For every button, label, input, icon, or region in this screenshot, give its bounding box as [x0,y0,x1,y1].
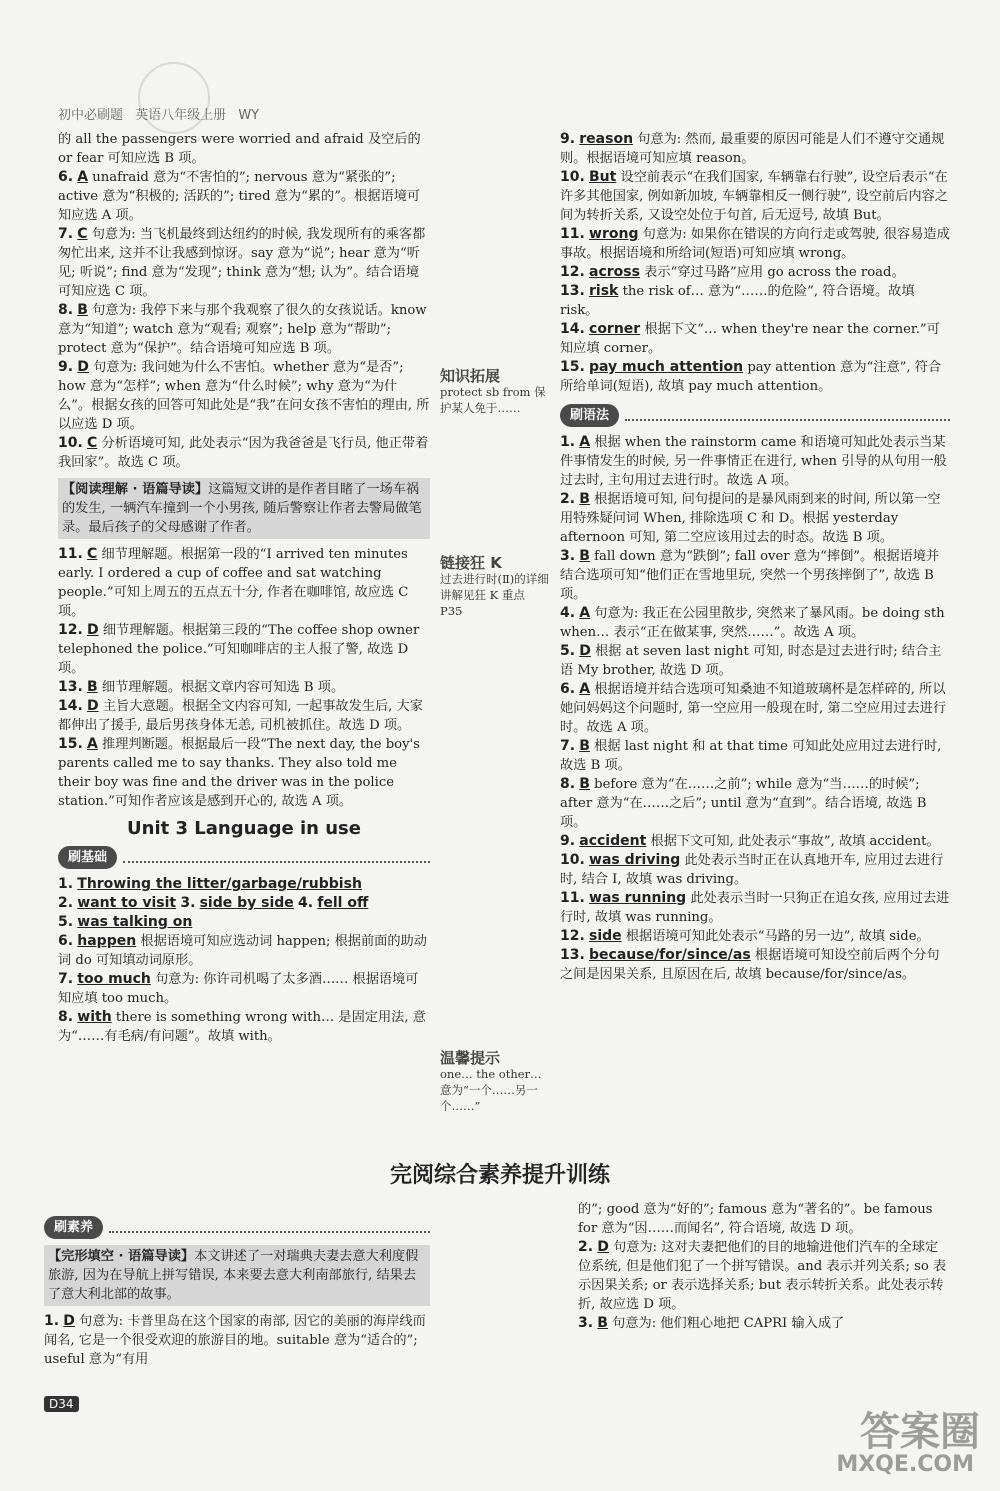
item-explanation: 根据语境并结合选项可知桑迪不知道玻璃杯是怎样碎的, 所以她问妈妈这个问题时, 第一空应用一般现在时, 第二空应用过去进行时。故选 A 项。 [560,682,947,735]
answer-item [58,875,430,894]
item-explanation: 根据语境可知, 问句提问的是暴风雨到来的时间, 所以第一空用特殊疑问词 When, 排除选项 C 和 D。根据 yesterday afternoon 可知, 第二空应该用过去的时态。故选 B 项。 [560,492,941,545]
answer-item [58,735,430,811]
item-answer: D [77,359,89,375]
answer-item [560,225,950,263]
quality-label: 刷素养 [44,1216,103,1239]
item-number: 11. [58,546,83,562]
answer-item [58,621,430,678]
item-answer: want to visit [77,895,177,911]
answer-item [560,832,950,851]
item-number: 15. [58,736,83,752]
quality-section-bar [44,1216,430,1239]
answer-item [560,263,950,282]
answer-item [560,946,950,984]
item-answer: across [589,264,640,280]
item-explanation: 主旨大意题。根据全文内容可知, 一起事故发生后, 大家都伸出了援手, 最后男孩身体无恙, 司机被抓住。故选 D 项。 [58,699,423,733]
page-header [58,104,267,123]
item-answer: C [87,546,98,562]
item-answer: with [77,1009,112,1025]
item-number: 12. [58,622,83,638]
item-answer: B [579,548,590,564]
item-answer: B [579,738,590,754]
answer-item [58,894,430,913]
item-number: 9. [560,131,576,147]
header-edition: WY [238,108,260,123]
left-lower-column [44,1208,430,1369]
item-answer: A [579,434,591,450]
item-explanation: 根据 last night 和 at that time 可知此处应用过去进行时, 故选 B 项。 [560,739,942,773]
item-number: 10. [58,435,83,451]
item-explanation: 根据下文可知, 此处表示“事故”, 故填 accident。 [646,834,940,849]
item-number: 2. [58,895,74,911]
side-note-tip [440,1050,550,1114]
item-explanation: there is something wrong with… 是固定用法, 意为“……有毛病/有问题”。故填 with。 [58,1010,426,1044]
reading-guide-text: 这篇短文讲的是作者目睹了一场车祸的发生, 一辆汽车撞到一个小男孩, 随后警察让作者去警局做笔录。最后孩子的父母感谢了作者。 [62,482,422,535]
answer-item [58,301,430,358]
answer-item [58,1008,430,1046]
item-number: 2. [578,1239,594,1255]
item-explanation: 根据 when the rainstorm came 和语境可知此处表示当某件事情发生的时候, 另一件事情正在进行, when 引导的从句用一般过去时, 主句用过去进行时。故选 A 项。 [560,435,947,488]
item-number: 8. [58,302,74,318]
item-answer: D [87,622,99,638]
item-number: 6. [58,933,74,949]
answer-item [58,225,430,301]
item-number: 5. [58,914,74,930]
answer-item [58,678,430,697]
item-explanation: 根据下文“… when they're near the corner.”可知应填 corner。 [560,322,940,356]
item-answer: wrong [589,226,639,242]
item-number: 7. [560,738,576,754]
item-answer: D [63,1313,75,1329]
right-lower-column [578,1200,950,1333]
item-answer: D [579,643,591,659]
item-answer: C [87,435,98,451]
basic-section-bar [58,846,430,869]
item-answer: side [589,928,622,944]
answer-item [58,168,430,225]
header-subject: 英语八年级上册 [135,108,227,123]
item-answer: corner [589,321,641,337]
side-note-text: protect sb from 保护某人免于…… [440,385,546,415]
item-number: 4. [560,605,576,621]
item-number: 1. [58,876,74,892]
item-explanation: 细节理解题。根据第三段的“The coffee shop owner telephoned the police.”可知咖啡店的主人报了警, 故选 D 项。 [58,623,420,676]
side-note-title: 知识拓展 [440,367,501,385]
item-answer: accident [579,833,647,849]
item-explanation: 表示“穿过马路”应用 go across the road。 [639,265,905,280]
item-answer: B [597,1315,608,1331]
answer-item [58,358,430,434]
answer-item [560,320,950,358]
item-answer: C [77,226,88,242]
item-number: 13. [58,679,83,695]
item-number: 14. [58,698,83,714]
answer-item [560,547,950,604]
answer-item [560,680,950,737]
answer-item [560,851,950,889]
item-explanation: 句意为: 你许司机喝了太多酒…… 根据语境可知应填 too much。 [58,972,419,1006]
watermark-site: MXQE.COM [836,1452,974,1477]
item-answer: B [579,491,590,507]
item-explanation: 句意为: 当飞机最终到达纽约的时候, 我发现所有的乘客都匆忙出来, 这并不让我感到惊讶。say 意为“说”; hear 意为“听见; 听说”; find 意为“发现”; think 意为“想; 认为”。结合语境可知应选 C 项。 [58,227,426,299]
answer-item [58,697,430,735]
item-answer: B [77,302,88,318]
answer-item [560,358,950,396]
item-explanation: before 意为“在……之前”; while 意为“当……的时候”; after 意为“在……之后”; until 意为“直到”。结合语境, 故选 B 项。 [560,777,927,830]
item-explanation: the risk of… 意为“……的危险”, 符合语境。故填 risk。 [560,284,915,318]
item-number: 3. [560,548,576,564]
item-answer: D [597,1239,609,1255]
item-answer: B [87,679,98,695]
answer-item [560,775,950,832]
item-number: 5. [560,643,576,659]
answer-item [58,545,430,621]
item-explanation: 句意为: 我正在公园里散步, 突然来了暴风雨。be doing sth when… 表示“正在做某事, 突然……”。故选 A 项。 [560,606,945,640]
answer-item [560,168,950,225]
item-answer: A [579,605,591,621]
item-explanation: 根据语境可知设空前后两个分句之间是因果关系, 且原因在后, 故填 because/for/since/as。 [560,948,940,982]
item-explanation: 根据 at seven last night 可知, 时态是过去进行时; 结合主语 My brother, 故选 D 项。 [560,644,942,678]
item-number: 1. [44,1313,60,1329]
unit-title: Unit 3 Language in use [127,818,361,839]
cloze-guide-text: 本文讲述了一对瑞典夫妻去意大利度假旅游, 因为在导航上拼写错误, 本来要去意大利南部旅行, 结果去了意大利北部的故事。 [48,1249,419,1302]
answer-item [560,927,950,946]
item-explanation: 推理判断题。根据最后一段“The next day, the boy's parents called me to say thanks. They also told me their boy was fine and the driver was in the police station.”可知作者应该是感到开心的, 故选 A 项。 [58,737,420,809]
right-column [560,130,950,984]
item-number: 6. [560,681,576,697]
item-number: 8. [58,1009,74,1025]
side-note-link [440,555,550,619]
answer-item [58,434,430,472]
item-explanation: 设空前表示“在我们国家, 车辆靠右行驶”, 设空后表示“在许多其他国家, 例如新加坡, 车辆靠相反一侧行驶”, 设空前后内容之间为转折关系, 又设空处位于句首, 后无逗号, 故填 But。 [560,170,948,223]
item-answer: was running [589,890,687,906]
answer-item [578,1238,950,1314]
section-title: 完阅综合素养提升训练 [389,1163,610,1188]
item-number: 9. [560,833,576,849]
grammar-section-bar [560,404,950,427]
item-number: 10. [560,852,585,868]
side-note-text: one… the other… 意为“一个……另一个……” [440,1067,542,1113]
item-number: 7. [58,226,74,242]
cloze-guide-box [44,1245,430,1306]
item-explanation: 根据语境可知此处表示“马路的另一边”, 故填 side。 [621,929,930,944]
answer-item [560,282,950,320]
item-answer: B [579,776,590,792]
item-answer: D [87,698,99,714]
basic-label: 刷基础 [58,846,117,869]
item-explanation: 分析语境可知, 此处表示“因为我爸爸是飞行员, 他正带着我回家”。故选 C 项。 [58,436,429,470]
item-answer: side by side [199,895,294,911]
side-note-title: 温馨提示 [440,1049,501,1067]
answer-item [560,433,950,490]
item-explanation: 句意为: 如果你在错误的方向行走或驾驶, 很容易造成事故。根据语境和所给词(短语)可知应填 wrong。 [560,227,950,261]
item-explanation: 此处表示当时正在认真地开车, 应用过去进行时, 结合 I, 故填 was driving。 [560,853,944,887]
item-explanation: 细节理解题。根据文章内容可知选 B 项。 [97,680,345,695]
item-number: 3. [578,1315,594,1331]
item-number: 14. [560,321,585,337]
item-number: 7. [58,971,74,987]
header-brand: 初中必刷题 [58,108,124,123]
side-note-title: 链接狂 K [440,554,502,572]
watermark-stamp: 答案圈 [860,1409,980,1455]
item-explanation: 句意为: 我停下来与那个我观察了很久的女孩说话。know 意为“知道”; watch 意为“观看; 观察”; help 意为“帮助”; protect 意为“保护”。结合语境可知应选 B 项。 [58,303,427,356]
item-number: 11. [560,226,585,242]
grammar-label: 刷语法 [560,404,619,427]
item-number: 4. [298,895,314,911]
item-explanation: 根据语境可知应选动词 happen; 根据前面的助动词 do 可知填动词原形。 [58,934,427,968]
item-number: 6. [58,169,74,185]
item-answer: was talking on [77,914,193,930]
cloze-guide-title: 【完形填空 · 语篇导读】 [48,1249,195,1264]
item-number: 15. [560,359,585,375]
item-number: 10. [560,169,585,185]
side-note-text: 过去进行时(Ⅱ)的详细讲解见狂 K 重点 P35 [440,572,549,618]
answer-item [560,604,950,642]
reading-guide-title: 【阅读理解 · 语篇导读】 [62,482,209,497]
item-explanation: pay attention 意为“注意”, 符合所给单词(短语), 故填 pay much attention。 [560,360,942,394]
item-answer: Throwing the litter/garbage/rubbish [77,876,362,892]
item-number: 8. [560,776,576,792]
item-explanation: 细节理解题。根据第一段的“I arrived ten minutes early. I ordered a cup of coffee and sat watching people.”可知上周五的五点五十分, 作者在咖啡馆, 故应选 C 项。 [58,547,409,619]
answer-item [578,1314,950,1333]
left-column [58,130,430,1046]
item-answer: risk [589,283,619,299]
answer-item [58,970,430,1008]
answer-item [560,889,950,927]
item-answer: reason [579,131,634,147]
item-number: 13. [560,947,585,963]
page-number: D34 [44,1396,79,1412]
item-explanation: fall down 意为“跌倒”; fall over 意为“摔倒”。根据语境并结合选项可知“他们正在雪地里玩, 突然一个男孩摔倒了”, 故选 B 项。 [560,549,940,602]
item-explanation: 句意为: 然而, 最重要的原因可能是人们不遵守交通规则。根据语境可知应填 reason。 [560,132,945,166]
item-explanation: 句意为: 他们粗心地把 CAPRI 输入成了 [607,1316,845,1331]
continued-text: 的 all the passengers were worried and afraid 及空后的 or fear 可知应选 B 项。 [58,132,421,166]
item-number: 2. [560,491,576,507]
item-explanation: 此处表示当时一只狗正在追女孩, 应用过去进行时, 故填 was running。 [560,891,950,925]
item-answer: A [579,681,591,697]
side-note-knowledge [440,368,550,416]
answer-item [58,913,430,932]
item-number: 12. [560,264,585,280]
answer-item [58,932,430,970]
item-explanation: 句意为: 这对夫妻把他们的目的地输进他们汽车的全球定位系统, 但是他们犯了一个拼写错误。and 表示并列关系; so 表示因果关系; or 表示选择关系; but 表示转折关系。此处表示转折, 故应选 D 项。 [578,1240,947,1312]
answer-item [560,737,950,775]
answer-item [44,1312,430,1369]
item-number: 13. [560,283,585,299]
answer-item [560,130,950,168]
item-number: 1. [560,434,576,450]
answer-item [560,490,950,547]
item-number: 11. [560,890,585,906]
reading-guide-box [58,478,430,539]
item-answer: A [77,169,89,185]
item-explanation: unafraid 意为“不害怕的”; nervous 意为“紧张的”; active 意为“积极的; 活跃的”; tired 意为“累的”。根据语境可知应选 A 项。 [58,170,421,223]
item-answer: fell off [317,895,369,911]
stamp-seal [138,62,210,134]
item-number: 12. [560,928,585,944]
item-explanation: 句意为: 我问她为什么不害怕。whether 意为“是否”; how 意为“怎样”; when 意为“什么时候”; why 意为“为什么”。根据女孩的回答可知此处是“我”在问女孩不害怕的理由, 所以应选 D 项。 [58,360,430,432]
item-answer: But [589,169,617,185]
item-answer: happen [77,933,137,949]
item-explanation: 句意为: 卡普里岛在这个国家的南部, 因它的美丽的海岸线而闻名, 它是一个很受欢迎的旅游目的地。suitable 意为“适合的”; useful 意为“有用 [44,1314,426,1367]
item-number: 3. [180,895,196,911]
item-answer: was driving [589,852,681,868]
item-answer: too much [77,971,151,987]
answer-item [560,642,950,680]
item-answer: A [87,736,98,752]
item-answer: pay much attention [589,359,744,375]
continued-text-right: 的”; good 意为“好的”; famous 意为“著名的”。be famous for 意为“因……而闻名”, 符合语境, 故选 D 项。 [578,1202,933,1236]
item-answer: because/for/since/as [589,947,751,963]
item-number: 9. [58,359,74,375]
